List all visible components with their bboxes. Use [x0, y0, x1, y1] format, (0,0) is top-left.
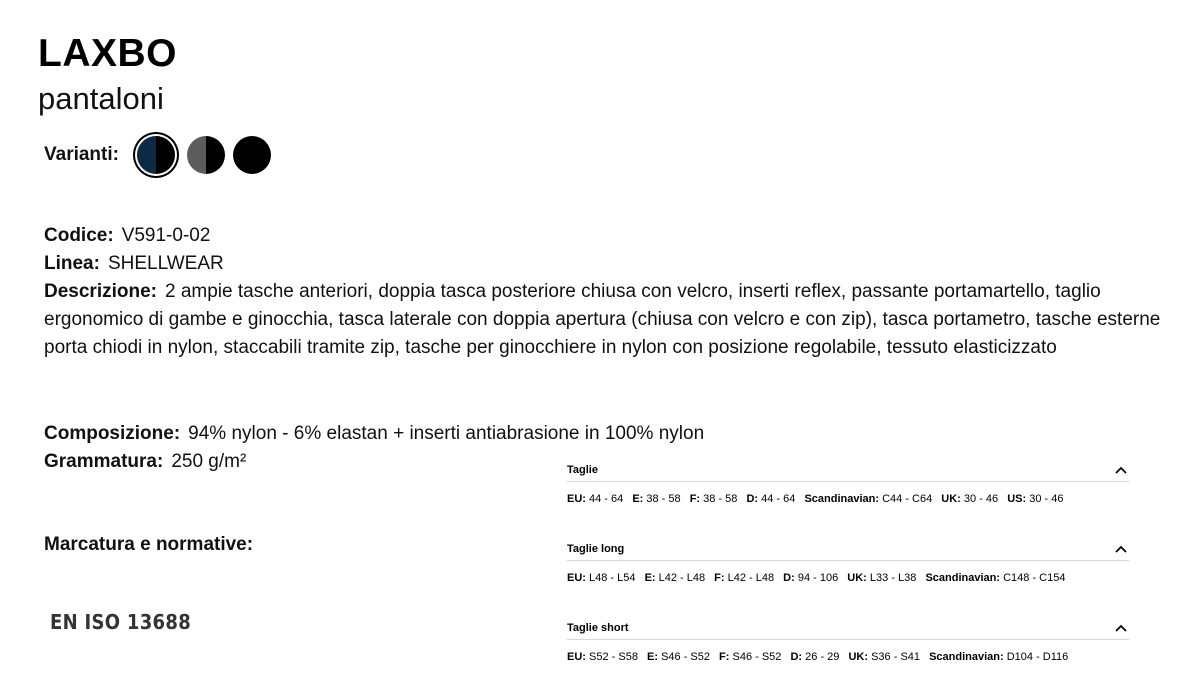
size-section-title: Taglie: [567, 464, 598, 476]
linea-value: SHELLWEAR: [107, 253, 224, 274]
chevron-up-icon[interactable]: [1113, 541, 1129, 557]
size-values: EU: 44 - 64 E: 38 - 58 F: 38 - 58 D: 44 - 64 Scandinavian: C44 - C64 UK: 30 - 46 US: 30 - 46: [567, 493, 1064, 505]
size-values: EU: L48 - L54 E: L42 - L48 F: L42 - L48 D: 94 - 106 UK: L33 - L38 Scandinavian: C148 - C154: [567, 572, 1066, 584]
spec-descrizione: [44, 278, 1200, 362]
size-section-header[interactable]: [567, 617, 1129, 640]
chevron-up-icon[interactable]: [1113, 462, 1129, 478]
descrizione-line-1: 2 ampie tasche anteriori, doppia tasca posteriore chiusa con velcro, inserti reflex, passante portamartello, taglio: [164, 281, 1101, 302]
codice-label: Codice:: [44, 225, 114, 246]
composizione-value: 94% nylon - 6% elastan + inserti antiabrasione in 100% nylon: [188, 423, 705, 444]
chevron-up-icon[interactable]: [1113, 620, 1129, 636]
descrizione-line-2: ergonomico di gambe e ginocchia, tasca laterale con doppia apertura (chiusa con velcro e con zip), tasca portametro, tasche esterne: [44, 309, 1161, 330]
variants-label: Varianti:: [44, 144, 119, 165]
grammatura-label: Grammatura:: [44, 451, 164, 472]
marcatura-heading: Marcatura e normative:: [44, 534, 254, 555]
spec-codice: [44, 222, 210, 250]
norm-en-iso-13688: EN ISO 13688: [50, 610, 192, 634]
size-section-taglie-short: [567, 617, 1129, 663]
size-section-header[interactable]: [567, 538, 1129, 561]
descrizione-line-3: porta chiodi in nylon, staccabili tramite zip, tasche per ginocchiere in nylon con posizione regolabile, tessuto elasticizzato: [44, 337, 1057, 358]
grammatura-value: 250 g/m²: [171, 451, 247, 472]
product-brand: LAXBO: [38, 32, 177, 75]
size-section-taglie-long: [567, 538, 1129, 584]
size-section-title: Taglie long: [567, 543, 625, 555]
codice-value: V591-0-02: [121, 225, 211, 246]
descrizione-label: Descrizione:: [44, 281, 157, 302]
spec-composizione: [44, 420, 704, 448]
size-section-title: Taglie short: [567, 622, 629, 634]
product-type: pantaloni: [38, 81, 164, 116]
size-values: EU: S52 - S58 E: S46 - S52 F: S46 - S52 D: 26 - 29 UK: S36 - S41 Scandinavian: D104 - D116: [567, 651, 1069, 663]
size-section-header[interactable]: [567, 459, 1129, 482]
variant-swatch-grey-black[interactable]: [187, 136, 225, 174]
spec-linea: [44, 250, 224, 278]
linea-label: Linea:: [44, 253, 100, 274]
size-section-taglie: [567, 459, 1129, 505]
variant-selector: [44, 136, 279, 174]
variant-swatch-navy-black[interactable]: [137, 136, 175, 174]
composizione-label: Composizione:: [44, 423, 181, 444]
spec-grammatura: [44, 448, 246, 476]
variant-swatch-black[interactable]: [233, 136, 271, 174]
